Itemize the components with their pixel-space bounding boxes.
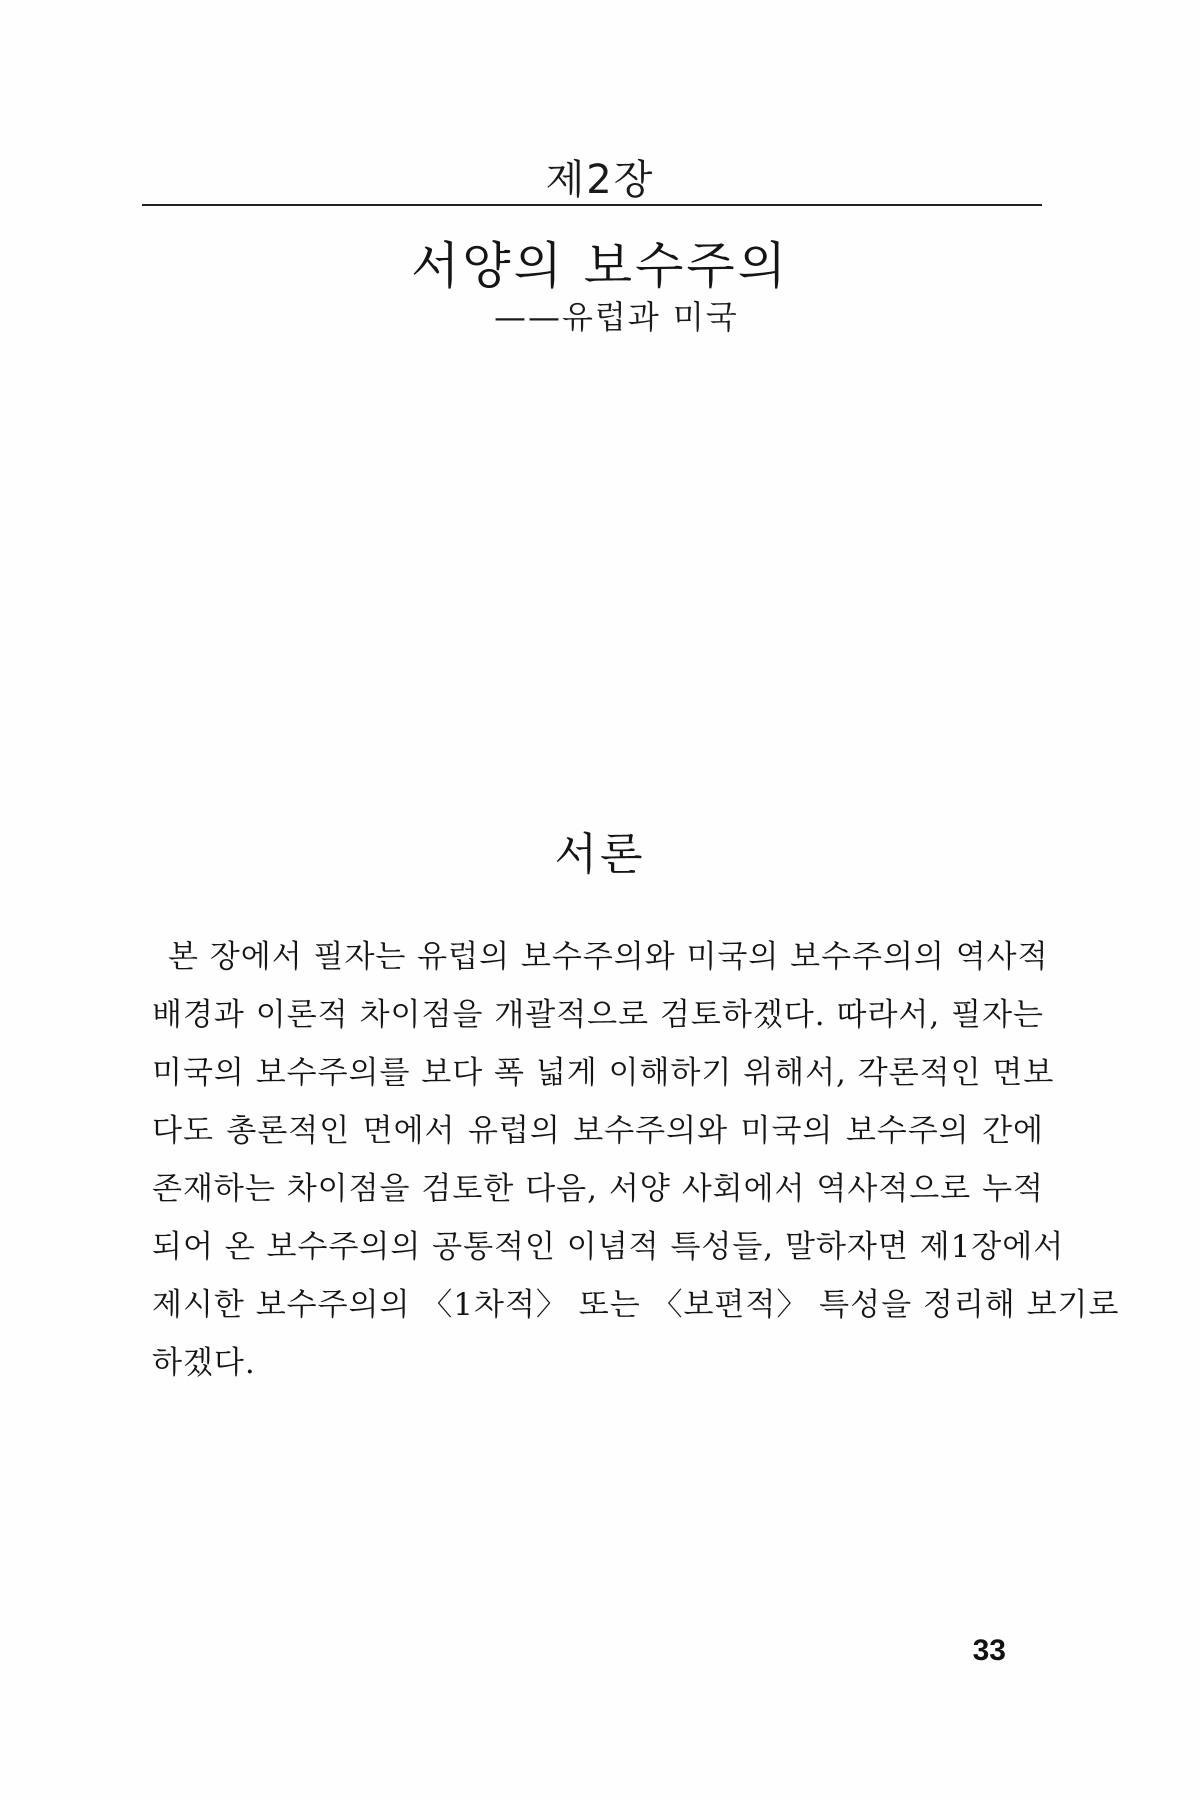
body-paragraph — [152, 928, 1120, 1392]
chapter-label: 제2장 — [545, 157, 655, 203]
section-heading: 서론 — [554, 829, 646, 880]
paragraph-line: 다도 총론적인 면에서 유럽의 보수주의와 미국의 보수주의 간에 — [152, 1113, 1044, 1149]
chapter-divider — [142, 204, 1042, 206]
chapter-title: 서양의 보수주의 — [411, 237, 789, 295]
chapter-subtitle: ——유럽과 미국 — [494, 298, 739, 336]
paragraph-line: 미국의 보수주의를 보다 폭 넓게 이해하기 위해서, 각론적인 면보 — [152, 1055, 1055, 1091]
paragraph-line: 되어 온 보수주의의 공통적인 이념적 특성들, 말하자면 제1장에서 — [152, 1229, 1065, 1265]
paragraph-line: 하겠다. — [152, 1345, 256, 1381]
paragraph-line: 본 장에서 필자는 유럽의 보수주의와 미국의 보수주의의 역사적 — [168, 939, 1049, 975]
paragraph-line: 배경과 이론적 차이점을 개괄적으로 검토하겠다. 따라서, 필자는 — [152, 997, 1044, 1033]
paragraph-line: 제시한 보수주의의 〈1차적〉 또는 〈보편적〉 특성을 정리해 보기로 — [152, 1287, 1120, 1323]
page-number: 33 — [972, 1634, 1006, 1667]
paragraph-line: 존재하는 차이점을 검토한 다음, 서양 사회에서 역사적으로 누적 — [152, 1171, 1044, 1207]
